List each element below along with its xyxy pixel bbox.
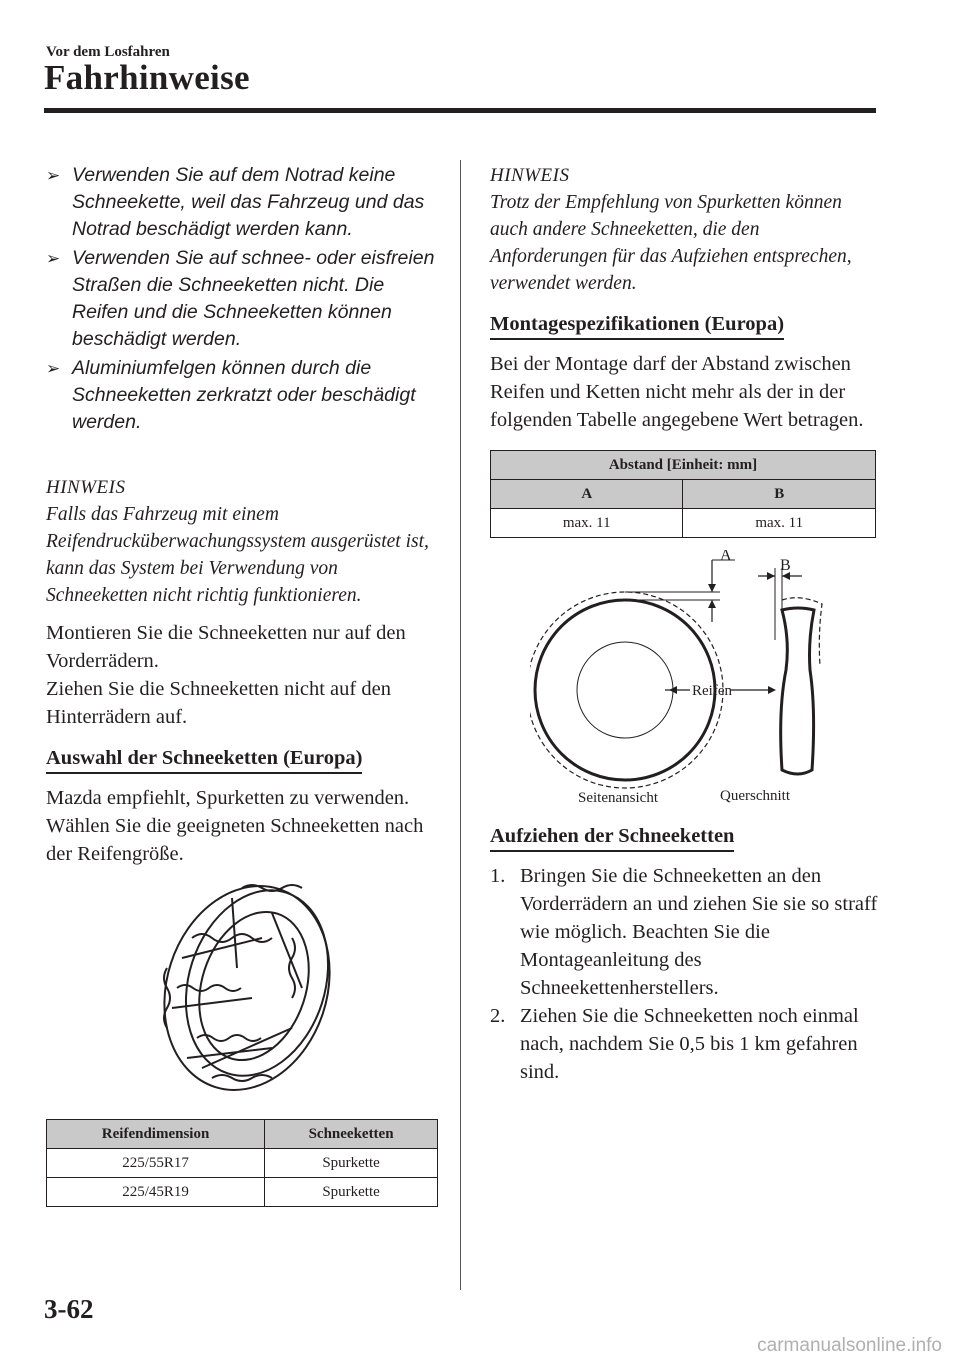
label-a: A bbox=[720, 550, 732, 564]
table-title: Abstand [Einheit: mm] bbox=[491, 451, 876, 480]
subheading-mounting: Aufziehen der Schneeketten bbox=[490, 823, 734, 852]
note-title: HINWEIS bbox=[46, 477, 126, 498]
label-side-view: Seitenansicht bbox=[578, 790, 658, 806]
warning-item bbox=[46, 355, 438, 436]
paragraph-rear-wheels: Ziehen Sie die Schneeketten nicht auf den Hinterrädern auf. bbox=[46, 678, 391, 728]
arrow-up-icon bbox=[708, 600, 716, 608]
step-number: 1. bbox=[490, 865, 506, 887]
paragraph-clearance: Bei der Montage darf der Abstand zwischen Reifen und Ketten nicht mehr als der in der folgenden Tabelle angegebene Wert betragen. bbox=[490, 353, 864, 431]
arrow-right-icon bbox=[768, 686, 776, 694]
note-body: Falls das Fahrzeug mit einem Reifendrucküberwachungssystem ausgerüstet ist, kann das System bei Verwendung von Schneeketten nicht richtig funktionieren. bbox=[46, 504, 429, 606]
arrow-right-icon bbox=[767, 572, 775, 580]
section-label: Vor dem Losfahren bbox=[46, 44, 170, 60]
note-body: Trotz der Empfehlung von Spurketten können auch andere Schneeketten, die den Anforderungen für das Aufziehen entsprechen, verwendet werden. bbox=[490, 192, 852, 294]
header-rule bbox=[44, 108, 876, 113]
warning-text: Aluminiumfelgen können durch die Schneeketten zerkratzt oder beschädigt werden. bbox=[72, 357, 416, 433]
table-cell: Spurkette bbox=[265, 1178, 438, 1207]
arrow-bullet-icon: ➢ bbox=[46, 166, 61, 185]
tire-chain-table bbox=[46, 1119, 438, 1207]
paragraph-recommendation: Mazda empfiehlt, Spurketten zu verwenden. Wählen Sie die geeigneten Schneeketten nach der Reifengröße. bbox=[46, 787, 424, 865]
table-cell: 225/55R17 bbox=[47, 1149, 265, 1178]
step-number: 2. bbox=[490, 1005, 506, 1027]
step-text: Ziehen Sie die Schneeketten noch einmal nach, nachdem Sie 0,5 bis 1 km gefahren sind. bbox=[520, 1005, 859, 1083]
snow-chain-icon bbox=[142, 878, 342, 1098]
label-cross-section: Querschnitt bbox=[720, 788, 790, 804]
left-column bbox=[46, 162, 438, 1207]
clearance-diagram bbox=[530, 550, 880, 815]
table-cell: max. 11 bbox=[683, 509, 876, 538]
table-header: B bbox=[683, 480, 876, 509]
table-row bbox=[491, 509, 876, 538]
watermark: carmanualsonline.info bbox=[757, 1335, 942, 1356]
steps-list bbox=[490, 862, 880, 1086]
tire-clearance-diagram bbox=[530, 550, 830, 810]
warning-item bbox=[46, 245, 438, 353]
subheading-mounting-spec: Montagespezifikationen (Europa) bbox=[490, 311, 784, 340]
clearance-table bbox=[490, 450, 876, 538]
warning-text: Verwenden Sie auf schnee- oder eisfreien Straßen die Schneeketten nicht. Die Reifen und die Schneeketten können beschädigt werden. bbox=[72, 247, 435, 350]
table-header: A bbox=[491, 480, 683, 509]
label-tire: Reifen bbox=[692, 683, 732, 699]
paragraph-front-wheels: Montieren Sie die Schneeketten nur auf den Vorderrädern. bbox=[46, 622, 406, 672]
snow-chain-illustration bbox=[46, 878, 438, 1103]
table-row bbox=[47, 1178, 438, 1207]
subheading-chain-selection: Auswahl der Schneeketten (Europa) bbox=[46, 745, 362, 774]
page-number: 3-62 bbox=[44, 1294, 94, 1324]
cross-section-outline bbox=[781, 608, 814, 774]
column-divider bbox=[460, 160, 461, 1290]
table-header: Schneeketten bbox=[265, 1120, 438, 1149]
warning-item bbox=[46, 162, 438, 243]
table-row bbox=[47, 1149, 438, 1178]
warning-text: Verwenden Sie auf dem Notrad keine Schneekette, weil das Fahrzeug und das Notrad beschädigt werden kann. bbox=[72, 164, 425, 240]
table-cell: 225/45R19 bbox=[47, 1178, 265, 1207]
arrow-bullet-icon: ➢ bbox=[46, 359, 61, 378]
table-cell: max. 11 bbox=[491, 509, 683, 538]
table-cell: Spurkette bbox=[265, 1149, 438, 1178]
arrow-down-icon bbox=[708, 584, 716, 592]
table-header: Reifendimension bbox=[47, 1120, 265, 1149]
step-text: Bringen Sie die Schneeketten an den Vorderrädern an und ziehen Sie sie so straff wie möglich. Beachten Sie die Montageanleitung des Schneekettenherstellers. bbox=[520, 865, 878, 999]
page-title: Fahrhinweise bbox=[44, 58, 250, 97]
rim-outline bbox=[577, 642, 673, 738]
list-item bbox=[490, 1002, 880, 1086]
right-column bbox=[490, 162, 880, 1086]
arrow-bullet-icon: ➢ bbox=[46, 249, 61, 268]
label-b: B bbox=[780, 557, 791, 574]
list-item bbox=[490, 862, 880, 1002]
note-title: HINWEIS bbox=[490, 165, 570, 186]
